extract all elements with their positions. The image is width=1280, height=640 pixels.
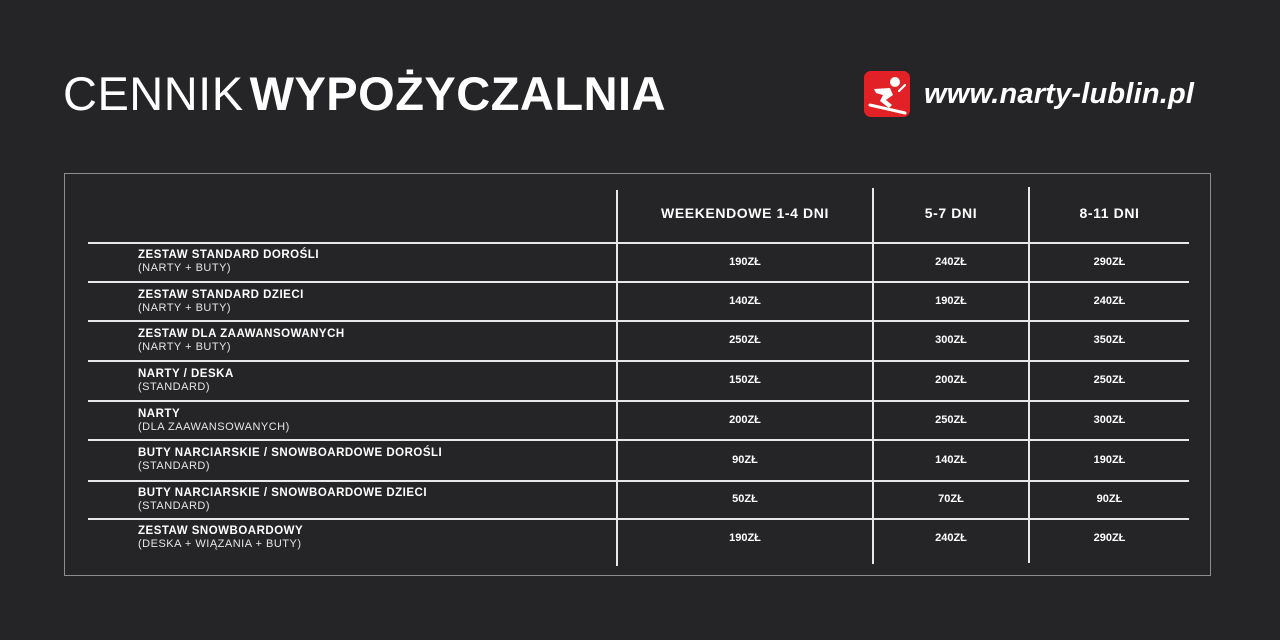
row-name: NARTY / DESKA	[138, 368, 234, 380]
price-cell: 290ZŁ	[1093, 256, 1126, 268]
price-cell: 140ZŁ	[729, 295, 761, 307]
price-cell: 240ZŁ	[935, 532, 967, 544]
price-cell: 190ZŁ	[729, 256, 761, 268]
row-subtitle: (DESKA + WIĄZANIA + BUTY)	[138, 538, 302, 550]
price-cell: 200ZŁ	[935, 374, 967, 386]
row-subtitle: (NARTY + BUTY)	[138, 262, 232, 274]
brand[interactable]	[864, 70, 1194, 118]
price-cell: 250ZŁ	[935, 414, 967, 426]
row-label	[138, 525, 303, 551]
title-light: CENNIK	[63, 67, 244, 120]
price-cell: 350ZŁ	[1093, 334, 1126, 346]
row-divider	[88, 360, 1189, 362]
price-cell: 250ZŁ	[1093, 374, 1126, 386]
row-label	[138, 289, 304, 315]
price-cell: 70ZŁ	[938, 493, 964, 505]
row-label	[138, 487, 427, 513]
row-label	[138, 408, 290, 434]
row-subtitle: (DLA ZAAWANSOWANYCH)	[138, 421, 290, 433]
price-cell: 90ZŁ	[1096, 493, 1123, 505]
price-cell: 190ZŁ	[729, 532, 761, 544]
row-divider	[88, 320, 1189, 322]
row-subtitle: (STANDARD)	[138, 460, 211, 472]
price-cell: 240ZŁ	[1093, 295, 1126, 307]
page-title	[63, 66, 666, 122]
row-name: ZESTAW DLA ZAAWANSOWANYCH	[138, 328, 345, 340]
row-subtitle: (NARTY + BUTY)	[138, 302, 232, 314]
column-header-5-7: 5-7 DNI	[924, 205, 978, 221]
row-subtitle: (STANDARD)	[138, 381, 211, 393]
row-divider	[88, 480, 1189, 482]
row-name: ZESTAW STANDARD DZIECI	[138, 289, 304, 301]
price-cell: 190ZŁ	[1093, 454, 1126, 466]
row-name: BUTY NARCIARSKIE / SNOWBOARDOWE DZIECI	[138, 487, 428, 499]
column-header-8-11: 8-11 DNI	[1079, 205, 1140, 221]
row-name: ZESTAW STANDARD DOROŚLI	[138, 249, 320, 261]
skier-icon	[864, 71, 910, 117]
price-cell: 250ZŁ	[729, 334, 761, 346]
price-cell: 140ZŁ	[935, 454, 967, 466]
row-divider	[88, 242, 1189, 244]
row-label	[138, 328, 345, 354]
row-label	[138, 447, 442, 473]
row-label	[138, 249, 319, 275]
price-cell: 240ZŁ	[935, 256, 967, 268]
website-link[interactable]: www.narty-lublin.pl	[924, 77, 1195, 110]
row-label	[138, 368, 234, 394]
column-header-weekend: WEEKENDOWE 1-4 DNI	[661, 205, 829, 221]
price-cell: 290ZŁ	[1093, 532, 1126, 544]
title-bold: WYPOŻYCZALNIA	[249, 67, 667, 120]
row-subtitle: (NARTY + BUTY)	[138, 341, 232, 353]
price-cell: 90ZŁ	[732, 454, 758, 466]
row-name: BUTY NARCIARSKIE / SNOWBOARDOWE DOROŚLI	[138, 447, 443, 459]
price-cell: 300ZŁ	[935, 334, 967, 346]
price-cell: 200ZŁ	[729, 414, 761, 426]
row-name: ZESTAW SNOWBOARDOWY	[138, 525, 304, 537]
price-cell: 300ZŁ	[1093, 414, 1126, 426]
row-divider	[88, 281, 1189, 283]
row-name: NARTY	[138, 408, 181, 420]
price-cell: 150ZŁ	[729, 374, 761, 386]
row-divider	[88, 518, 1189, 520]
price-cell: 50ZŁ	[732, 493, 758, 505]
row-subtitle: (STANDARD)	[138, 500, 211, 512]
row-divider	[88, 439, 1189, 441]
row-divider	[88, 400, 1189, 402]
price-cell: 190ZŁ	[935, 295, 967, 307]
